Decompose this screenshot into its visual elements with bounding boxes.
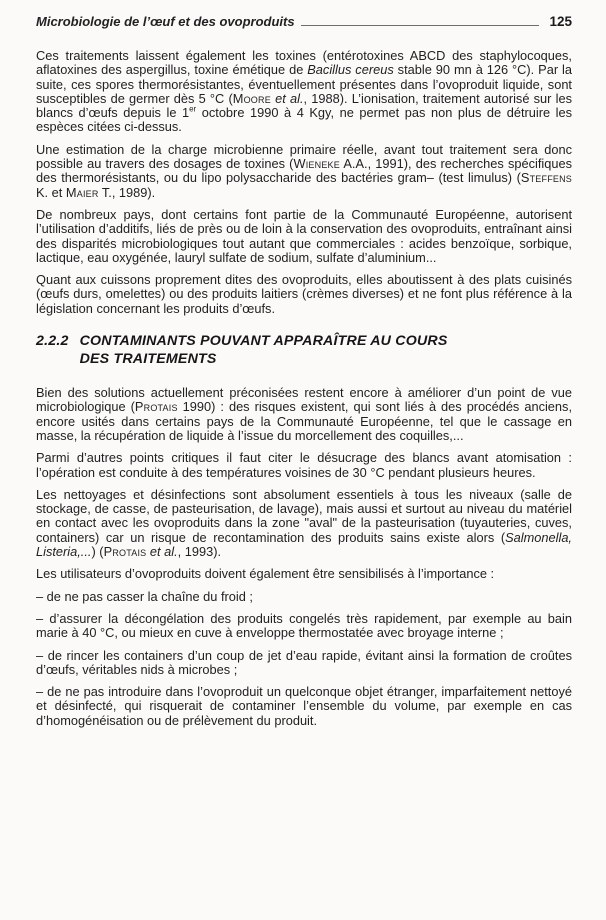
text-segment: De nombreux pays, dont certains font partie de la Communauté Européenne, autorisent l’utilisation d’additifs, liés de près ou de loin à la conservation des ovoproduits, entraînant ainsi des disparités microbiologiques tout autant que commerciales : acides benzoïque, sorbique, lactique, eau oxygénée, lauryl sulfate de sodium, sulfate d’aluminium... [36,206,572,265]
paragraph [36,451,572,480]
text-segment: Bacillus cereus [307,62,394,78]
text-segment: , 1993). [177,544,222,560]
text-segment: A.A., 1991), des recherches spécifiques des thermorésistants, ou du lipo polysaccharide des bactéries gram– (test limulus) ( [36,156,572,186]
text-segment: er [189,104,197,114]
list-item [36,590,572,604]
page-header [36,14,572,29]
text-segment: 1990) : des risques existent, qui sont liés à des procédés anciens, encore usités dans certains pays de la Communauté Européenne, tel que le cassage en masse, la récupération de liquide à l’issue du morcellement des coquilles,... [36,399,572,443]
section-title [80,332,448,368]
header-rule [301,25,540,26]
text-segment: Wieneke [293,156,340,172]
text-segment: – de ne pas casser la chaîne du froid ; [36,588,253,604]
section-title-line: DES TRAITEMENTS [79,351,217,368]
list-item [36,649,572,678]
text-segment: Les nettoyages et désinfections sont absolument essentiels à tous les niveaux (salle de stockage, de casse, de pasteurisation, de lavage), mais aussi et surtout au niveau du matériel en contact avec les ovoproduits dans la zone "aval" de la pasteurisation (tuyauteries, cuves, containers) car un risque de recontamination des produits sains existe alors ( [36,486,572,545]
text-segment: – de ne pas introduire dans l’ovoproduit un quelconque objet étranger, imparfaitement nettoyé et désinfecté, qui risquerait de contaminer l’ensemble du volume, par exemple en cas d’homogénéisation ou de prélèvement du produit. [36,684,572,728]
section-title-line: CONTAMINANTS POUVANT APPARAÎTRE AU COURS [79,333,448,350]
paragraph [36,488,572,559]
text-segment: Bien des solutions actuellement préconisées restent encore à améliorer d’un point de vue microbiologique ( [36,385,572,415]
paragraph [36,567,572,581]
text-segment: Salmonella, Listeria,... [36,529,572,560]
text-segment: Parmi d’autres points critiques il faut citer le désucrage des blancs avant atomisation : l’opération est conduite à des températures voisines de 30 °C pendant plusieurs heures. [36,450,572,480]
text-segment: stable 90 mn à 126 °C). Par la suite, ces spores thermorésistantes, éventuellement présentes dans l’ovoproduit liquide, sont susceptibles de germer dès 5 °C ( [36,62,573,106]
paragraph [36,143,572,200]
text-segment: Une estimation de la charge microbienne primaire réelle, avant tout traitement sera donc possible au travers des dosages de toxines ( [36,141,572,172]
text-segment: – de rincer les containers d’un coup de jet d’eau rapide, évitant ainsi la formation de croûtes d’œufs, véritables nids à microbes ; [36,647,572,677]
text-segment: Steffens [520,170,572,186]
section-heading [36,332,572,368]
section-number: 2.2.2 [36,333,69,350]
text-segment: Maier [65,184,99,200]
text-segment: T., 1989). [98,184,156,200]
text-segment: K. et [36,184,66,200]
text-segment: octobre 1990 à 4 Kgy, ne permet pas non plus de détruire les espèces citées ci-dessus. [36,105,573,135]
text-segment: et al. [275,90,304,106]
text-segment: Quant aux cuissons proprement dites des ovoproduits, elles aboutissent à des plats cuisinés (œufs durs, omelettes) ou des produits laitiers (crèmes diverses) et ne font plus référence à la législation concernant les produits d’œufs. [36,272,572,316]
paragraph [36,273,572,316]
text-segment: et al. [149,544,178,560]
text-segment: Ces traitements laissent également les toxines (entérotoxines ABCD des staphylocoques, aflatoxines des aspergillus, toxine émétique de [36,48,572,78]
paragraph [36,386,572,443]
text-segment: , 1988). L’ionisation, traitement autorisé sur les blancs d’œufs depuis le 1 [36,90,572,121]
text-segment: ) ( [91,544,104,560]
running-title: Microbiologie de l’œuf et des ovoproduits [36,14,295,29]
page-number: 125 [549,14,572,29]
list-item [36,612,572,641]
paragraph [36,49,572,135]
text-segment: Protais [134,399,178,415]
paragraph [36,208,572,265]
list-item [36,685,572,728]
page-body [36,49,572,728]
text-segment: Les utilisateurs d’ovoproduits doivent également être sensibilisés à l’importance : [36,566,495,582]
text-segment: Moore [232,90,271,106]
text-segment: – d’assurer la décongélation des produits congelés très rapidement, par exemple au bain marie à 40 °C, ou mieux en cuve à enveloppe thermostatée avec broyage interne ; [36,610,572,641]
text-segment: Protais [103,544,147,560]
